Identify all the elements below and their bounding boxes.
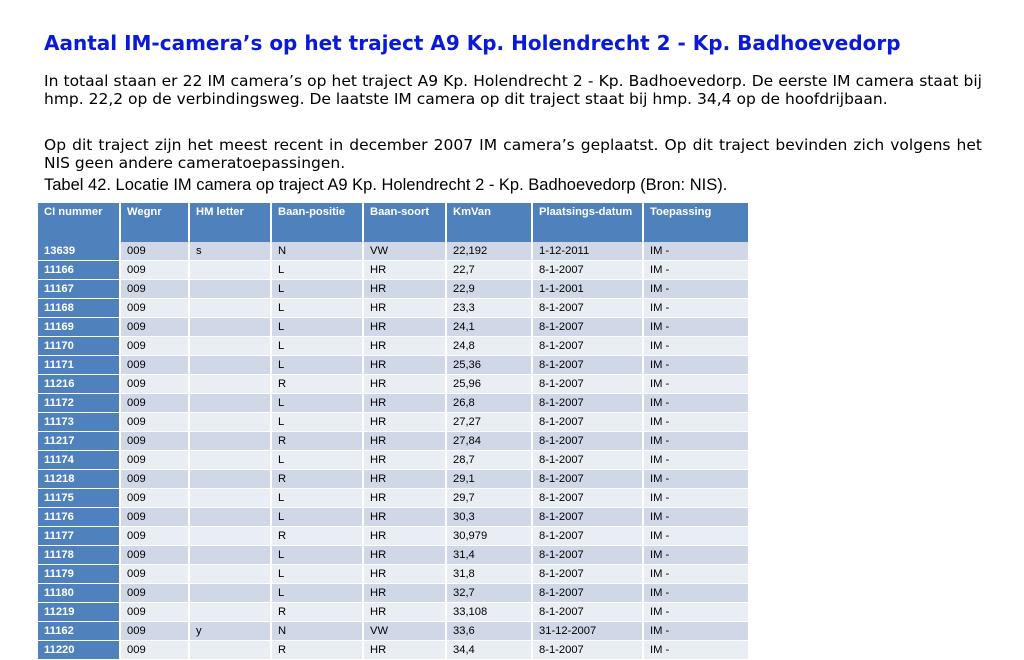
cell-wegnr: 009	[120, 489, 189, 508]
table-row	[38, 622, 749, 641]
cell-baan-positie: L	[271, 546, 363, 565]
cell-kmvan: 27,27	[446, 413, 532, 432]
cell-kmvan: 22,192	[446, 242, 532, 261]
cell-baan-soort: HR	[363, 565, 446, 584]
cell-kmvan: 22,7	[446, 261, 532, 280]
table-row	[38, 641, 749, 660]
cell-kmvan: 28,7	[446, 451, 532, 470]
cell-toepassing: IM -	[643, 508, 749, 527]
cell-baan-soort: HR	[363, 413, 446, 432]
cell-wegnr: 009	[120, 337, 189, 356]
cell-kmvan: 24,8	[446, 337, 532, 356]
header-ci-nummer: CI nummer	[38, 203, 120, 242]
cell-hm-letter: s	[189, 242, 271, 261]
cell-ci-nummer: 11219	[38, 603, 120, 622]
cell-baan-positie: L	[271, 489, 363, 508]
cell-plaatsingsdatum: 8-1-2007	[532, 489, 643, 508]
cell-baan-positie: L	[271, 508, 363, 527]
cell-ci-nummer: 11178	[38, 546, 120, 565]
cell-ci-nummer: 11169	[38, 318, 120, 337]
cell-kmvan: 29,1	[446, 470, 532, 489]
cell-plaatsingsdatum: 31-12-2007	[532, 622, 643, 641]
cell-baan-soort: HR	[363, 546, 446, 565]
cell-ci-nummer: 11217	[38, 432, 120, 451]
cell-hm-letter	[189, 356, 271, 375]
cell-baan-soort: HR	[363, 489, 446, 508]
cell-baan-soort: HR	[363, 470, 446, 489]
cell-plaatsingsdatum: 8-1-2007	[532, 565, 643, 584]
table-row	[38, 432, 749, 451]
cell-hm-letter	[189, 527, 271, 546]
cell-baan-positie: R	[271, 641, 363, 660]
cell-toepassing: IM -	[643, 375, 749, 394]
cell-plaatsingsdatum: 8-1-2007	[532, 261, 643, 280]
cell-kmvan: 25,36	[446, 356, 532, 375]
cell-plaatsingsdatum: 8-1-2007	[532, 641, 643, 660]
table-row	[38, 318, 749, 337]
cell-ci-nummer: 11177	[38, 527, 120, 546]
cell-plaatsingsdatum: 8-1-2007	[532, 508, 643, 527]
cell-plaatsingsdatum: 8-1-2007	[532, 413, 643, 432]
cell-baan-positie: L	[271, 451, 363, 470]
cell-kmvan: 34,4	[446, 641, 532, 660]
cell-hm-letter	[189, 394, 271, 413]
cell-baan-soort: HR	[363, 261, 446, 280]
cell-toepassing: IM -	[643, 584, 749, 603]
cell-baan-soort: HR	[363, 375, 446, 394]
cell-kmvan: 23,3	[446, 299, 532, 318]
cell-hm-letter	[189, 318, 271, 337]
cell-ci-nummer: 11170	[38, 337, 120, 356]
cell-ci-nummer: 11167	[38, 280, 120, 299]
cell-wegnr: 009	[120, 603, 189, 622]
cell-toepassing: IM -	[643, 242, 749, 261]
cell-kmvan: 32,7	[446, 584, 532, 603]
cell-toepassing: IM -	[643, 565, 749, 584]
cell-wegnr: 009	[120, 622, 189, 641]
cell-plaatsingsdatum: 8-1-2007	[532, 527, 643, 546]
cell-wegnr: 009	[120, 299, 189, 318]
cell-kmvan: 24,1	[446, 318, 532, 337]
cell-kmvan: 27,84	[446, 432, 532, 451]
cell-wegnr: 009	[120, 280, 189, 299]
cell-plaatsingsdatum: 8-1-2007	[532, 394, 643, 413]
cell-baan-positie: R	[271, 603, 363, 622]
cell-plaatsingsdatum: 8-1-2007	[532, 432, 643, 451]
cell-kmvan: 33,108	[446, 603, 532, 622]
cell-plaatsingsdatum: 8-1-2007	[532, 603, 643, 622]
header-plaatsingsdatum: Plaatsings-datum	[532, 203, 643, 242]
table-header-row	[38, 203, 749, 242]
cell-baan-soort: HR	[363, 280, 446, 299]
cell-kmvan: 30,3	[446, 508, 532, 527]
intro-paragraph: In totaal staan er 22 IM camera’s op het traject A9 Kp. Holendrecht 2 - Kp. Badhoevedorp. De eerste IM camera staat bij hmp. 22,2 op de verbindingsweg. De laatste IM camera op dit traject staat bij hmp. 34,4 op de hoofdrijbaan.	[44, 72, 982, 108]
cell-wegnr: 009	[120, 413, 189, 432]
cell-wegnr: 009	[120, 527, 189, 546]
cell-ci-nummer: 11218	[38, 470, 120, 489]
cell-baan-soort: HR	[363, 641, 446, 660]
cell-hm-letter	[189, 584, 271, 603]
cell-plaatsingsdatum: 8-1-2007	[532, 375, 643, 394]
cell-hm-letter	[189, 375, 271, 394]
cell-ci-nummer: 11180	[38, 584, 120, 603]
cell-ci-nummer: 11176	[38, 508, 120, 527]
table-row	[38, 546, 749, 565]
cell-plaatsingsdatum: 8-1-2007	[532, 584, 643, 603]
cell-kmvan: 31,4	[446, 546, 532, 565]
cell-toepassing: IM -	[643, 432, 749, 451]
cell-hm-letter	[189, 546, 271, 565]
cell-wegnr: 009	[120, 394, 189, 413]
cell-hm-letter	[189, 603, 271, 622]
cell-wegnr: 009	[120, 242, 189, 261]
cell-baan-positie: L	[271, 299, 363, 318]
header-toepassing: Toepassing	[643, 203, 749, 242]
cell-kmvan: 33,6	[446, 622, 532, 641]
cell-ci-nummer: 11174	[38, 451, 120, 470]
cell-ci-nummer: 11179	[38, 565, 120, 584]
cell-wegnr: 009	[120, 565, 189, 584]
cell-wegnr: 009	[120, 546, 189, 565]
cell-toepassing: IM -	[643, 318, 749, 337]
cell-plaatsingsdatum: 8-1-2007	[532, 546, 643, 565]
cell-baan-positie: L	[271, 394, 363, 413]
cell-ci-nummer: 11216	[38, 375, 120, 394]
cell-baan-positie: L	[271, 280, 363, 299]
table-row	[38, 565, 749, 584]
cell-hm-letter	[189, 470, 271, 489]
cell-hm-letter	[189, 451, 271, 470]
cell-baan-soort: HR	[363, 337, 446, 356]
cell-toepassing: IM -	[643, 394, 749, 413]
cell-plaatsingsdatum: 1-12-2011	[532, 242, 643, 261]
cell-plaatsingsdatum: 8-1-2007	[532, 318, 643, 337]
cell-baan-soort: HR	[363, 451, 446, 470]
table-row	[38, 413, 749, 432]
cell-plaatsingsdatum: 8-1-2007	[532, 470, 643, 489]
cell-wegnr: 009	[120, 432, 189, 451]
cell-hm-letter	[189, 508, 271, 527]
header-baan-positie: Baan-positie	[271, 203, 363, 242]
cell-toepassing: IM -	[643, 470, 749, 489]
cell-baan-soort: HR	[363, 299, 446, 318]
cell-baan-soort: HR	[363, 584, 446, 603]
cell-kmvan: 30,979	[446, 527, 532, 546]
page-title: Aantal IM-camera’s op het traject A9 Kp. Holendrecht 2 - Kp. Badhoevedorp	[44, 31, 901, 55]
cell-hm-letter	[189, 337, 271, 356]
cell-hm-letter	[189, 565, 271, 584]
cell-baan-positie: N	[271, 242, 363, 261]
table-row	[38, 508, 749, 527]
cell-hm-letter	[189, 413, 271, 432]
table-row	[38, 299, 749, 318]
cell-baan-positie: L	[271, 318, 363, 337]
cell-baan-soort: HR	[363, 394, 446, 413]
cell-kmvan: 31,8	[446, 565, 532, 584]
cell-baan-positie: R	[271, 432, 363, 451]
cell-toepassing: IM -	[643, 527, 749, 546]
cell-toepassing: IM -	[643, 489, 749, 508]
cell-ci-nummer: 11220	[38, 641, 120, 660]
table-row	[38, 527, 749, 546]
table-body	[38, 242, 749, 660]
cell-ci-nummer: 11175	[38, 489, 120, 508]
cell-ci-nummer: 13639	[38, 242, 120, 261]
table-row	[38, 375, 749, 394]
cell-toepassing: IM -	[643, 603, 749, 622]
cell-baan-soort: HR	[363, 603, 446, 622]
cell-ci-nummer: 11173	[38, 413, 120, 432]
cell-hm-letter	[189, 261, 271, 280]
cell-hm-letter	[189, 299, 271, 318]
cell-plaatsingsdatum: 8-1-2007	[532, 337, 643, 356]
header-hm-letter: HM letter	[189, 203, 271, 242]
cell-toepassing: IM -	[643, 299, 749, 318]
cell-ci-nummer: 11162	[38, 622, 120, 641]
cell-baan-soort: HR	[363, 318, 446, 337]
cell-wegnr: 009	[120, 261, 189, 280]
cell-wegnr: 009	[120, 470, 189, 489]
table-row	[38, 280, 749, 299]
table-row	[38, 337, 749, 356]
cell-baan-positie: R	[271, 470, 363, 489]
cell-baan-positie: L	[271, 337, 363, 356]
camera-location-table	[38, 203, 750, 660]
cell-baan-positie: L	[271, 356, 363, 375]
cell-toepassing: IM -	[643, 641, 749, 660]
cell-ci-nummer: 11171	[38, 356, 120, 375]
cell-hm-letter	[189, 489, 271, 508]
table-row	[38, 603, 749, 622]
cell-toepassing: IM -	[643, 280, 749, 299]
cell-ci-nummer: 11168	[38, 299, 120, 318]
cell-wegnr: 009	[120, 356, 189, 375]
cell-baan-positie: R	[271, 375, 363, 394]
placement-paragraph: Op dit traject zijn het meest recent in december 2007 IM camera’s geplaatst. Op dit traject bevinden zich volgens het NIS geen andere cameratoepassingen.	[44, 136, 982, 172]
cell-toepassing: IM -	[643, 546, 749, 565]
cell-toepassing: IM -	[643, 261, 749, 280]
cell-ci-nummer: 11166	[38, 261, 120, 280]
cell-wegnr: 009	[120, 451, 189, 470]
cell-baan-soort: HR	[363, 432, 446, 451]
header-baan-soort: Baan-soort	[363, 203, 446, 242]
cell-baan-soort: HR	[363, 356, 446, 375]
table-caption: Tabel 42. Locatie IM camera op traject A9 Kp. Holendrecht 2 - Kp. Badhoevedorp (Bron: NIS).	[44, 176, 728, 194]
table-row	[38, 584, 749, 603]
cell-baan-positie: N	[271, 622, 363, 641]
cell-baan-positie: L	[271, 261, 363, 280]
cell-toepassing: IM -	[643, 451, 749, 470]
cell-wegnr: 009	[120, 641, 189, 660]
cell-hm-letter	[189, 432, 271, 451]
cell-baan-soort: HR	[363, 508, 446, 527]
header-kmvan: KmVan	[446, 203, 532, 242]
cell-plaatsingsdatum: 8-1-2007	[532, 356, 643, 375]
cell-toepassing: IM -	[643, 622, 749, 641]
cell-toepassing: IM -	[643, 337, 749, 356]
cell-toepassing: IM -	[643, 413, 749, 432]
header-wegnr: Wegnr	[120, 203, 189, 242]
cell-hm-letter	[189, 280, 271, 299]
cell-baan-soort: HR	[363, 527, 446, 546]
cell-kmvan: 22,9	[446, 280, 532, 299]
cell-plaatsingsdatum: 8-1-2007	[532, 451, 643, 470]
cell-baan-positie: R	[271, 527, 363, 546]
cell-baan-positie: L	[271, 413, 363, 432]
cell-kmvan: 26,8	[446, 394, 532, 413]
cell-wegnr: 009	[120, 584, 189, 603]
cell-wegnr: 009	[120, 375, 189, 394]
cell-baan-soort: VW	[363, 242, 446, 261]
cell-baan-soort: VW	[363, 622, 446, 641]
cell-hm-letter	[189, 641, 271, 660]
table-row	[38, 242, 749, 261]
table-row	[38, 489, 749, 508]
cell-wegnr: 009	[120, 508, 189, 527]
table-row	[38, 470, 749, 489]
cell-kmvan: 29,7	[446, 489, 532, 508]
cell-kmvan: 25,96	[446, 375, 532, 394]
cell-toepassing: IM -	[643, 356, 749, 375]
cell-baan-positie: L	[271, 565, 363, 584]
cell-hm-letter: y	[189, 622, 271, 641]
cell-plaatsingsdatum: 8-1-2007	[532, 299, 643, 318]
table-row	[38, 261, 749, 280]
table-row	[38, 394, 749, 413]
cell-ci-nummer: 11172	[38, 394, 120, 413]
cell-baan-positie: L	[271, 584, 363, 603]
cell-plaatsingsdatum: 1-1-2001	[532, 280, 643, 299]
table-row	[38, 451, 749, 470]
cell-wegnr: 009	[120, 318, 189, 337]
table-row	[38, 356, 749, 375]
